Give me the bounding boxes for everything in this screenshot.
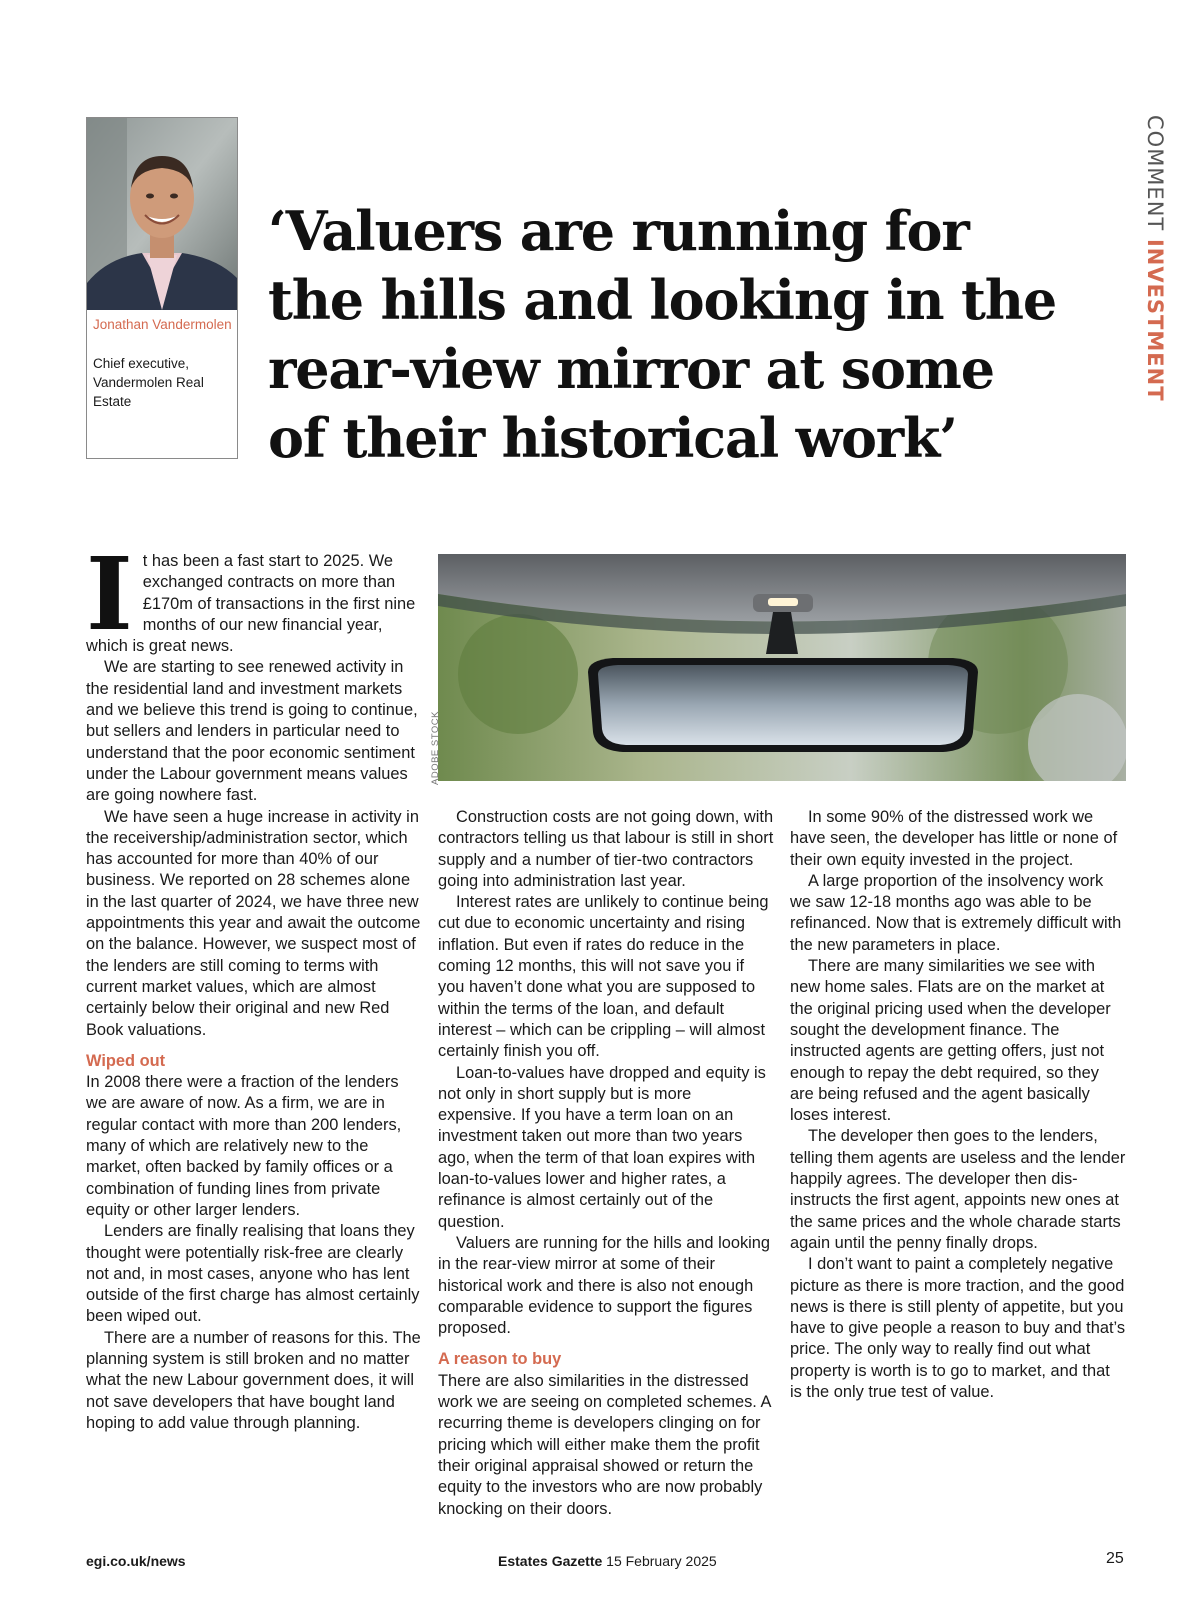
article-column-3 (790, 807, 1126, 1403)
paragraph: There are many similarities we see with new home sales. Flats are on the market at the original pricing used when the developer sought the development finance. The instructed agents are getting offers, just not enough to repay the debt required, so they are being refused and the agent basically loses interest. (790, 957, 1111, 1125)
footer-publication (498, 1553, 717, 1569)
paragraph: In 2008 there were a fraction of the lenders we are aware of now. As a firm, we are in regular contact with more than 200 lenders, many of which are relatively new to the market, often backed by family offices or a combination of funding lines from private equity or other larger lenders. (86, 1073, 402, 1219)
paragraph: The developer then goes to the lenders, telling them agents are useless and the lender happily agrees. The developer then dis-instructs the first agent, appoints new ones at the same prices and the whole charade starts again until the penny finally drops. (790, 1127, 1126, 1252)
paragraph: There are also similarities in the distressed work we are seeing on completed schemes. A recurring theme is developers clinging on for pricing which will either make them the profit their original appraisal showed or return the equity to the investors who are now probably knocking on their doors. (438, 1371, 771, 1518)
subheading-wiped-out: Wiped out (86, 1051, 166, 1070)
paragraph: Construction costs are not going down, with contractors telling us that labour is still in short supply and a number of tier-two contractors going into administration last year. (438, 808, 774, 890)
section-name: COMMENT (1143, 115, 1167, 232)
image-credit: ADOBE STOCK (430, 711, 441, 785)
paragraph: In some 90% of the distressed work we have seen, the developer has little or none of their own equity invested in the project. (790, 808, 1118, 869)
paragraph: We are starting to see renewed activity in the residential land and investment markets and we believe this trend is going to continue, but sellers and lenders in particular need to understand that the poor economic sentiment under the Labour government means values are going nowhere fast. (86, 658, 418, 805)
section-label (1137, 115, 1173, 402)
paragraph: There are a number of reasons for this. The planning system is still broken and no matter what the new Labour government does, it will not save developers that have bought land hoping to add value through planning. (86, 1328, 421, 1432)
publication-name: Estates Gazette (498, 1553, 603, 1569)
rear-view-mirror-image (438, 554, 1126, 781)
paragraph (86, 535, 422, 657)
section-topic: INVESTMENT (1143, 238, 1167, 402)
paragraph: We have seen a huge increase in activity in the receivership/administration sector, which has accounted for more than 40% of our business. We reported on 28 schemes alone in the last quarter of 2024, we have three new appointments this year and await the outcome on the balance. However, we suspect most of the lenders are still coming to terms with current market values, which are almost certainly below their original and new Red Book valuations. (86, 807, 421, 1039)
subheading-a-reason-to-buy: A reason to buy (438, 1350, 562, 1369)
publication-date: 15 February 2025 (606, 1553, 717, 1569)
article-column-2 (438, 807, 774, 1520)
paragraph: A large proportion of the insolvency work we saw 12-18 months ago was able to be refinanced. Now that is extremely difficult with the new parameters in place. (790, 871, 1122, 954)
article-column-1 (86, 535, 422, 1434)
paragraph-text: t has been a fast start to 2025. We exchanged contracts on more than £170m of transactions in the first nine months of our new financial year, which is great news. (86, 552, 416, 656)
author-box (86, 117, 238, 459)
headline: ‘Valuers are running for the hills and looking in the rear-view mirror at some of their historical work’ (268, 199, 1057, 470)
paragraph: Lenders are finally realising that loans they thought were potentially risk-free are clearly not and, in most cases, anyone who has lent outside of the first charge has almost certainly been wiped out. (86, 1222, 420, 1326)
page-number: 25 (1106, 1550, 1124, 1567)
author-name: Jonathan Vandermolen (93, 317, 232, 332)
drop-cap: I (86, 535, 133, 653)
paragraph: Valuers are running for the hills and looking in the rear-view mirror at some of their historical work and there is also not enough comparable evidence to support the figures proposed. (438, 1233, 771, 1338)
paragraph: Interest rates are unlikely to continue being cut due to economic uncertainty and rising inflation. But even if rates do reduce in the coming 12 months, this will not save you if you haven’t done what you are supposed to within the terms of the loan, and default interest – which can be crippling – will almost certainly finish you off. (438, 893, 769, 1061)
footer-website: egi.co.uk/news (86, 1553, 186, 1569)
paragraph: Loan-to-values have dropped and equity is not only in short supply but is more expensive. If you have a term loan on an investment taken out more than two years ago, when the term of that loan expires with loan-to-values lower and higher rates, a refinance is almost certainly out of the question. (438, 1063, 766, 1231)
author-photo (87, 118, 237, 310)
author-role: Chief executive, Vandermolen Real Estate (93, 356, 204, 409)
paragraph: I don’t want to paint a completely negative picture as there is more traction, and the good news is there is still plenty of appetite, but you have to give people a reason to buy and that’s price. The only way to really find out what property is worth is to go to market, and that is the only true test of value. (790, 1255, 1126, 1402)
